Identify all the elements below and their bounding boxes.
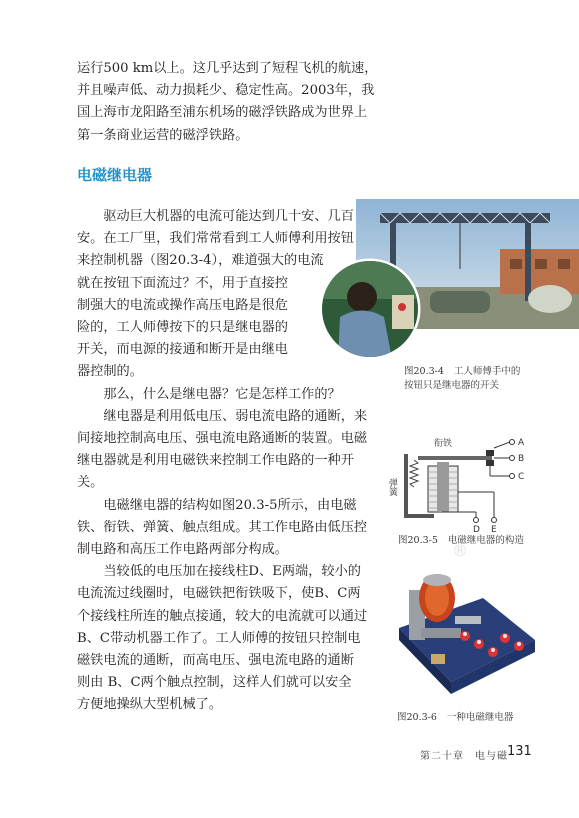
text-line: 电流流过线圈时，电磁铁把衔铁吸下，使B、C两 [77,586,361,602]
text-line: 制电路和高压工作电路两部分构成。 [77,542,288,558]
relay-diagram [387,432,542,535]
text-line: 第一条商业运营的磁浮铁路。 [77,127,249,143]
text-line: 制强大的电流或操作高压电路是很危 [77,297,288,313]
text-line: 继电器就是利用电磁铁来控制工作电路的一种开 [77,453,354,469]
label-spring: 弹簧 [387,478,397,496]
figure-6-number: 图20.3-6 [397,712,437,723]
page-number: 131 [507,744,532,759]
figure-4-number: 图20.3-4 [404,366,444,377]
text-line: 国上海市龙阳路至浦东机场的磁浮铁路成为世界上 [77,105,368,121]
footer-chapter: 第二十章 电与磁 [420,751,508,762]
label-A: A [518,438,525,448]
figure-4-caption-line2: 按钮只是继电器的开关 [404,380,500,391]
text-line: 继电器是利用低电压、弱电流电路的通断，来 [77,408,368,424]
label-C: C [518,472,525,482]
watermark: ® [452,541,468,560]
text-line: 方便地操纵大型机械了。 [77,697,223,713]
text-line: 关。 [77,475,104,491]
text-line: 器控制的。 [77,364,143,380]
figure-6-caption [397,711,513,725]
text-line: 驱动巨大机器的电流可能达到几十安、几百 [77,209,354,224]
relay-photo [395,570,537,698]
text-line: 铁、衔铁、弹簧、触点组成。其工作电路由低压控 [77,519,368,535]
text-line: 开关，而电源的接通和断开是由继电 [77,342,288,358]
label-armature: 衔铁 [434,439,453,449]
figure-6-caption-text: 一种电磁继电器 [446,712,514,723]
text-line: 间接地控制高电压、强电流电路通断的装置。电磁 [77,431,368,447]
figure-4-caption-line1: 工人师傅手中的 [453,366,521,377]
page-footer [0,744,579,764]
figure-5-caption-text: 电磁继电器的构造 [447,535,524,546]
text-line: 磁铁电流的通断，而高电压、强电流电路的通断 [77,653,354,669]
label-D: D [473,525,480,535]
text-line: 就在按钮下面流过？不，用于直接控 [77,275,288,291]
figure-5-number: 图20.3-5 [398,535,438,546]
text-line: 个接线柱所连的触点接通，较大的电流就可以通过 [77,608,368,624]
intro-paragraph [77,58,377,147]
figure-relay-photo [395,570,537,698]
text-line: 安。在工厂里，我们常常看到工人师傅利用按钮 [77,231,354,247]
text-line: 并且噪声低、动力损耗少、稳定性高。2003年，我 [77,83,375,99]
text-line: B、C带动机器工作了。工人师傅的按钮只控制电 [77,630,361,646]
figure-relay-diagram [387,432,542,535]
label-B: B [518,454,525,464]
factory-photo [320,199,579,359]
text-line: 电磁继电器的结构如图20.3-5所示，由电磁 [77,497,357,513]
text-line: 那么，什么是继电器？它是怎样工作的？ [77,386,341,402]
text-line: 运行500 km以上。这几乎达到了短程飞机的航速， [77,61,378,76]
text-line: 当较低的电压加在接线柱D、E两端，较小的 [77,564,361,580]
label-E: E [491,525,497,535]
text-line: 来控制机器（图20.3-4），难道强大的电流 [77,253,324,269]
figure-4-caption [404,365,520,379]
text-line: 险的，工人师傅按下的只是继电器的 [77,320,288,336]
figure-factory-photo [320,199,579,359]
section-heading: 电磁继电器 [77,166,153,184]
text-line: 则由 B、C两个触点控制，这样人们就可以安全 [77,675,352,691]
